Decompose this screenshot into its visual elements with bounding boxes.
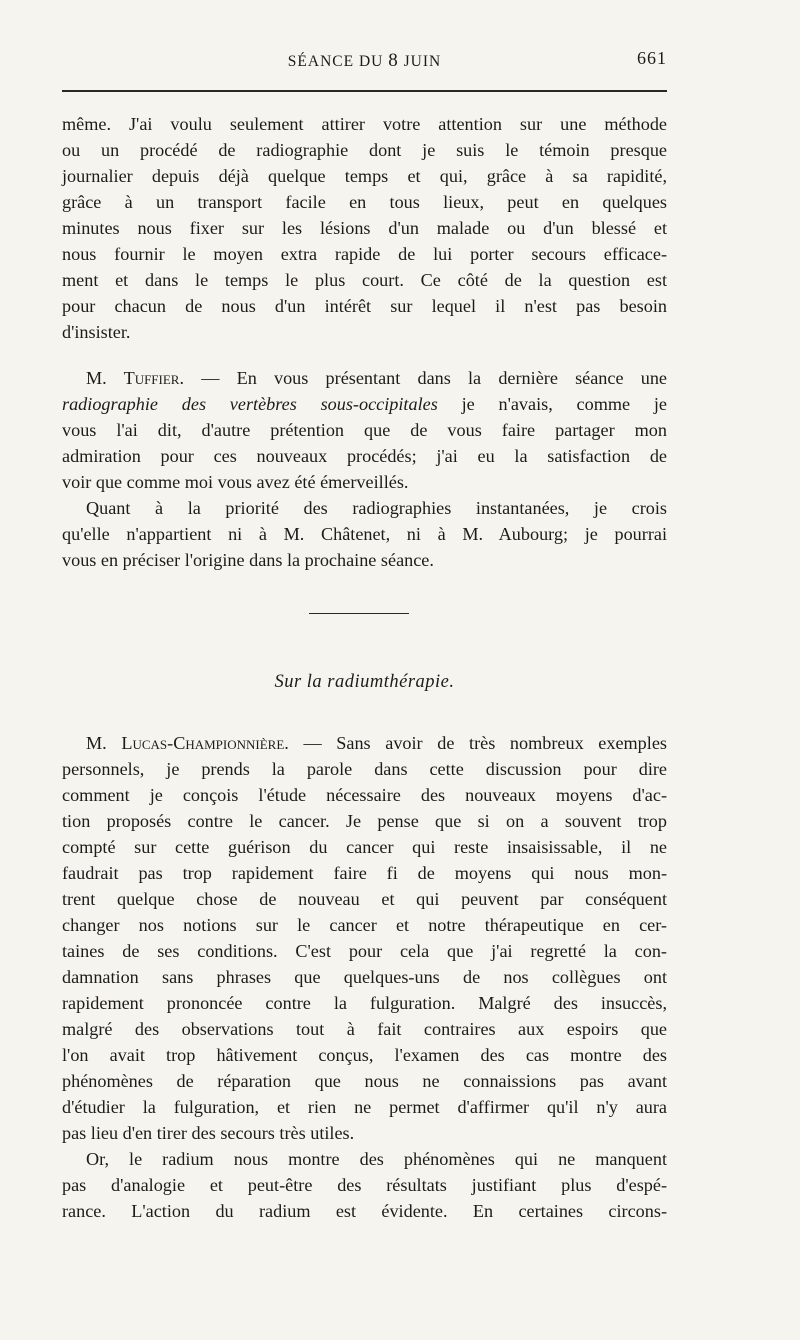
text-line: ou un procédé de radiographie dont je suis le témoin presque bbox=[62, 140, 667, 160]
text-line: grâce à un transport facile en tous lieux, peut en quelques bbox=[62, 192, 667, 212]
text-line: pas lieu d'en tirer des secours très utiles. bbox=[62, 1123, 355, 1143]
text-line: pour chacun de nous d'un intérêt sur lequel il n'est pas besoin bbox=[62, 296, 667, 316]
text-line: Or, le radium nous montre des phénomènes qui ne manquent bbox=[86, 1149, 667, 1169]
text-line: admiration pour ces nouveaux procédés; j'ai eu la satisfaction de bbox=[62, 446, 667, 466]
text-line: personnels, je prends la parole dans cette discussion pour dire bbox=[62, 759, 667, 779]
text-line: ment et dans le temps le plus court. Ce côté de la question est bbox=[62, 270, 667, 290]
italic-title: radiographie des vertèbres sous-occipitales bbox=[62, 394, 438, 414]
text-line: changer nos notions sur le cancer et notre thérapeutique en cer- bbox=[62, 915, 667, 935]
text-line: d'étudier la fulguration, et rien ne permet d'affirmer qu'il n'y aura bbox=[62, 1097, 667, 1117]
text-line: M. Lucas-Championnière. — Sans avoir de très nombreux exemples bbox=[86, 733, 667, 753]
text-line: Quant à la priorité des radiographies instantanées, je crois bbox=[86, 498, 667, 518]
text-line: pas d'analogie et peut-être des résultats justifiant plus d'espé- bbox=[62, 1175, 667, 1195]
text-line: trent quelque chose de nouveau et qui peuvent par conséquent bbox=[62, 889, 667, 909]
text-line: M. Tuffier. — En vous présentant dans la dernière séance une bbox=[86, 368, 667, 388]
speaker-name: M. Tuffier. bbox=[86, 368, 185, 388]
text-line: vous en préciser l'origine dans la prochaine séance. bbox=[62, 550, 434, 570]
paragraph-tuffier bbox=[62, 365, 667, 573]
text-line: rapidement prononcée contre la fulguration. Malgré des insuccès, bbox=[62, 993, 667, 1013]
section-separator bbox=[309, 613, 409, 614]
text-line: phénomènes de réparation que nous ne connaissions pas avant bbox=[62, 1071, 667, 1091]
text-line: taines de ses conditions. C'est pour cela que j'ai regretté la con- bbox=[62, 941, 667, 961]
text-line: voir que comme moi vous avez été émerveillés. bbox=[62, 472, 409, 492]
text-line: qu'elle n'appartient ni à M. Châtenet, ni à M. Aubourg; je pourrai bbox=[62, 524, 667, 544]
section-heading: Sur la radiumthérapie. bbox=[274, 672, 455, 692]
text-line: journalier depuis déjà quelque temps et qui, grâce à sa rapidité, bbox=[62, 166, 667, 186]
page-number: 661 bbox=[637, 48, 667, 68]
text-line: d'insister. bbox=[62, 322, 131, 342]
running-head bbox=[62, 50, 667, 74]
paragraph-lucas-championniere bbox=[62, 730, 667, 1224]
header-rule bbox=[62, 90, 667, 92]
text-line: malgré des observations tout à fait contraires aux espoirs que bbox=[62, 1019, 667, 1039]
running-title: SÉANCE DU 8 JUIN bbox=[287, 50, 442, 71]
text-line: damnation sans phrases que quelques-uns de nos collègues ont bbox=[62, 967, 667, 987]
text-line: compté sur cette guérison du cancer qui reste insaisissable, il ne bbox=[62, 837, 667, 857]
text-line: nous fournir le moyen extra rapide de lui porter secours efficace- bbox=[62, 244, 667, 264]
paragraph-continued bbox=[62, 111, 667, 345]
text-line: comment je conçois l'étude nécessaire des nouveaux moyens d'ac- bbox=[62, 785, 667, 805]
text-line: faudrait pas trop rapidement faire fi de moyens qui nous mon- bbox=[62, 863, 667, 883]
text-line: l'on avait trop hâtivement conçus, l'examen des cas montre des bbox=[62, 1045, 667, 1065]
text-line: rance. L'action du radium est évidente. En certaines circons- bbox=[62, 1201, 667, 1221]
text-line: même. J'ai voulu seulement attirer votre attention sur une méthode bbox=[62, 114, 667, 134]
text-line: radiographie des vertèbres sous-occipitales je n'avais, comme je bbox=[62, 394, 667, 414]
text-line: vous l'ai dit, d'autre prétention que de vous faire partager mon bbox=[62, 420, 667, 440]
text-line: tion proposés contre le cancer. Je pense que si on a souvent trop bbox=[62, 811, 667, 831]
text-line: minutes nous fixer sur les lésions d'un malade ou d'un blessé et bbox=[62, 218, 667, 238]
speaker-name: M. Lucas-Championnière. bbox=[86, 733, 289, 753]
